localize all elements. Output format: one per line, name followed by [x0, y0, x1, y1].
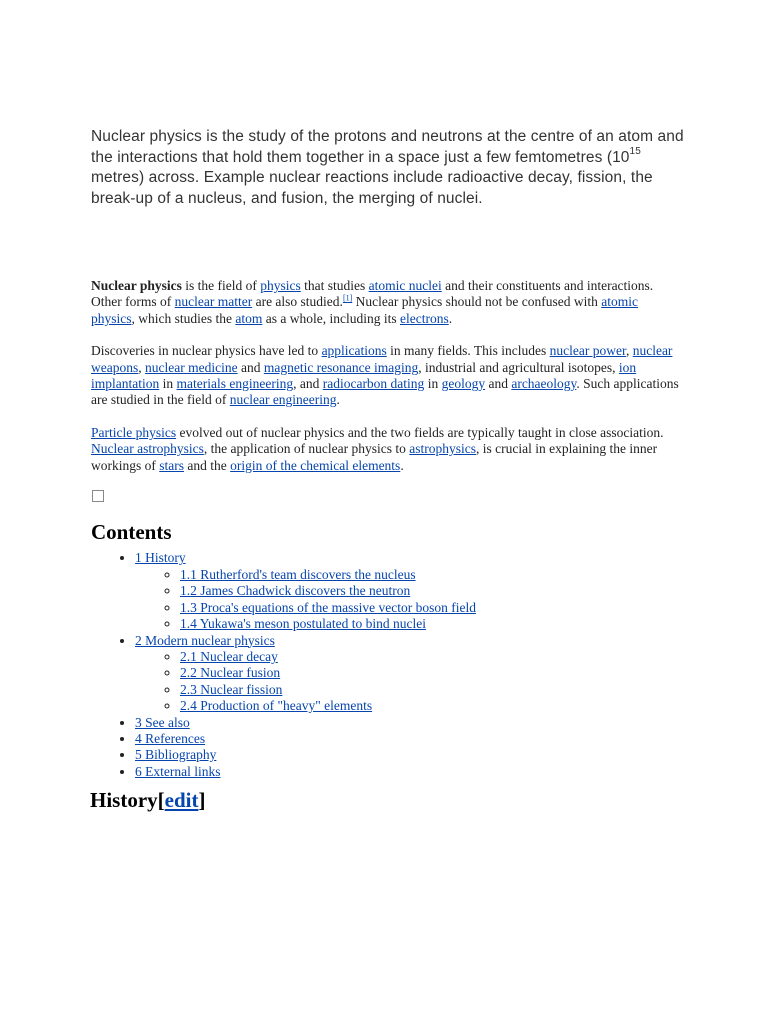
toc-subitem [180, 665, 681, 681]
toc-subitem [180, 616, 681, 632]
toc-item [135, 747, 681, 763]
toc-sublink[interactable]: 2.1 Nuclear decay [180, 648, 278, 664]
link-nuclear-matter[interactable]: nuclear matter [174, 294, 253, 310]
link-radiocarbon-dating[interactable]: radiocarbon dating [322, 376, 425, 392]
text: , industrial and agricultural isotopes, [418, 359, 619, 375]
text: , [625, 343, 633, 359]
text: , which studies the [131, 310, 236, 326]
link-nuclear-engineering[interactable]: nuclear engineering [229, 392, 337, 408]
text: Nuclear physics should not be confused with [352, 294, 602, 310]
text: and their constituents and interactions. Other forms of [91, 278, 654, 310]
toc-sublink[interactable]: 2.4 Production of "heavy" elements [180, 698, 373, 714]
toc-subitem [180, 600, 681, 616]
link-applications[interactable]: applications [321, 343, 387, 359]
text: and [485, 376, 512, 392]
toc-link[interactable]: 2 Modern nuclear physics [135, 632, 275, 648]
text: . [448, 310, 453, 326]
table-of-contents [91, 550, 681, 780]
toc-subitem [180, 649, 681, 665]
toc-sublink[interactable]: 2.2 Nuclear fusion [180, 665, 281, 681]
article-body [90, 278, 681, 813]
history-title: History [90, 788, 158, 813]
toc-sublink[interactable]: 1.1 Rutherford's team discovers the nucleus [180, 566, 416, 582]
toc-sublist [135, 649, 681, 715]
toc-item [135, 550, 681, 632]
lead-bold-term: Nuclear physics [91, 278, 182, 293]
text: , the application of nuclear physics to [203, 441, 410, 457]
contents-heading: Contents [91, 520, 172, 545]
text: evolved out of nuclear physics and the two fields are typically taught in close association. [176, 424, 664, 440]
text: . Such applications are studied in the field of [91, 376, 679, 408]
text: . [400, 457, 404, 473]
text: and [237, 359, 264, 375]
edit-link[interactable]: edit [164, 788, 199, 813]
toc-item [135, 633, 681, 715]
applications-paragraph [91, 343, 681, 409]
link-stars[interactable]: stars [159, 457, 184, 473]
link-atomic-nuclei[interactable]: atomic nuclei [368, 278, 442, 293]
toc-link[interactable]: 6 External links [135, 763, 221, 779]
reference-link-1[interactable]: [1] [342, 293, 353, 303]
text: Discoveries in nuclear physics have led to [91, 343, 322, 359]
link-nuclear-medicine[interactable]: nuclear medicine [145, 359, 238, 375]
link-electrons[interactable]: electrons [399, 310, 449, 326]
bracket: [ [157, 788, 165, 813]
toc-link[interactable]: 1 History [135, 550, 186, 566]
toc-subitem [180, 583, 681, 599]
history-heading [90, 788, 681, 813]
text: in many fields. This includes [386, 343, 550, 359]
text: , [138, 359, 145, 375]
toc-subitem [180, 682, 681, 698]
link-particle-physics[interactable]: Particle physics [91, 424, 177, 440]
toc-sublink[interactable]: 2.3 Nuclear fission [180, 681, 283, 697]
link-geology[interactable]: geology [441, 376, 486, 392]
text: is the field of [181, 278, 261, 293]
related-fields-paragraph [91, 425, 681, 474]
text: , is crucial in explaining the inner workings of [91, 441, 658, 473]
toc-sublist [135, 567, 681, 633]
intro-exponent: 15 [629, 146, 641, 158]
link-materials-engineering[interactable]: materials engineering [176, 376, 294, 392]
link-mri[interactable]: magnetic resonance imaging [263, 359, 419, 375]
link-nuclear-power[interactable]: nuclear power [549, 343, 626, 359]
bracket: ] [198, 788, 206, 813]
link-nuclear-astrophysics[interactable]: Nuclear astrophysics [91, 441, 204, 457]
text: as a whole, including its [262, 310, 400, 326]
toc-sublink[interactable]: 1.2 James Chadwick discovers the neutron [180, 583, 411, 599]
link-archaeology[interactable]: archaeology [511, 376, 577, 392]
link-origin-chemical-elements[interactable]: origin of the chemical elements [230, 457, 401, 473]
text: . [336, 392, 340, 408]
toc-link[interactable]: 4 References [135, 730, 206, 746]
text: , and [293, 376, 323, 392]
link-atomic-physics[interactable]: atomic physics [91, 294, 638, 326]
broken-image-icon[interactable] [92, 490, 104, 502]
toc-sublink[interactable]: 1.3 Proca's equations of the massive vector boson field [180, 599, 476, 615]
toc-subitem [180, 698, 681, 714]
intro-text-a: Nuclear physics is the study of the protons and neutrons at the centre of an atom and the interactions that hold them together in a space just a few femtometres (10 [91, 128, 684, 166]
toc-link[interactable]: 5 Bibliography [135, 747, 217, 763]
text: are also studied. [252, 294, 343, 310]
intro-paragraph [91, 127, 686, 209]
toc-item [135, 715, 681, 731]
toc-sublink[interactable]: 1.4 Yukawa's meson postulated to bind nuclei [180, 616, 427, 632]
toc-item [135, 764, 681, 780]
toc-item [135, 731, 681, 747]
toc-subitem [180, 567, 681, 583]
toc-link[interactable]: 3 See also [135, 714, 190, 730]
link-astrophysics[interactable]: astrophysics [409, 441, 477, 457]
link-ion-implantation[interactable]: ion implantation [91, 359, 637, 392]
link-atom[interactable]: atom [235, 310, 263, 326]
text: in [159, 376, 177, 392]
intro-text-b: metres) across. Example nuclear reactions include radioactive decay, fission, the break-up of a nucleus, and fusion, the merging of nuclei. [91, 169, 653, 207]
text: in [424, 376, 442, 392]
link-physics[interactable]: physics [260, 278, 301, 293]
text: that studies [300, 278, 369, 293]
text: and the [184, 457, 231, 473]
lead-paragraph [91, 278, 681, 327]
link-nuclear-weapons[interactable]: nuclear weapons [91, 343, 673, 375]
